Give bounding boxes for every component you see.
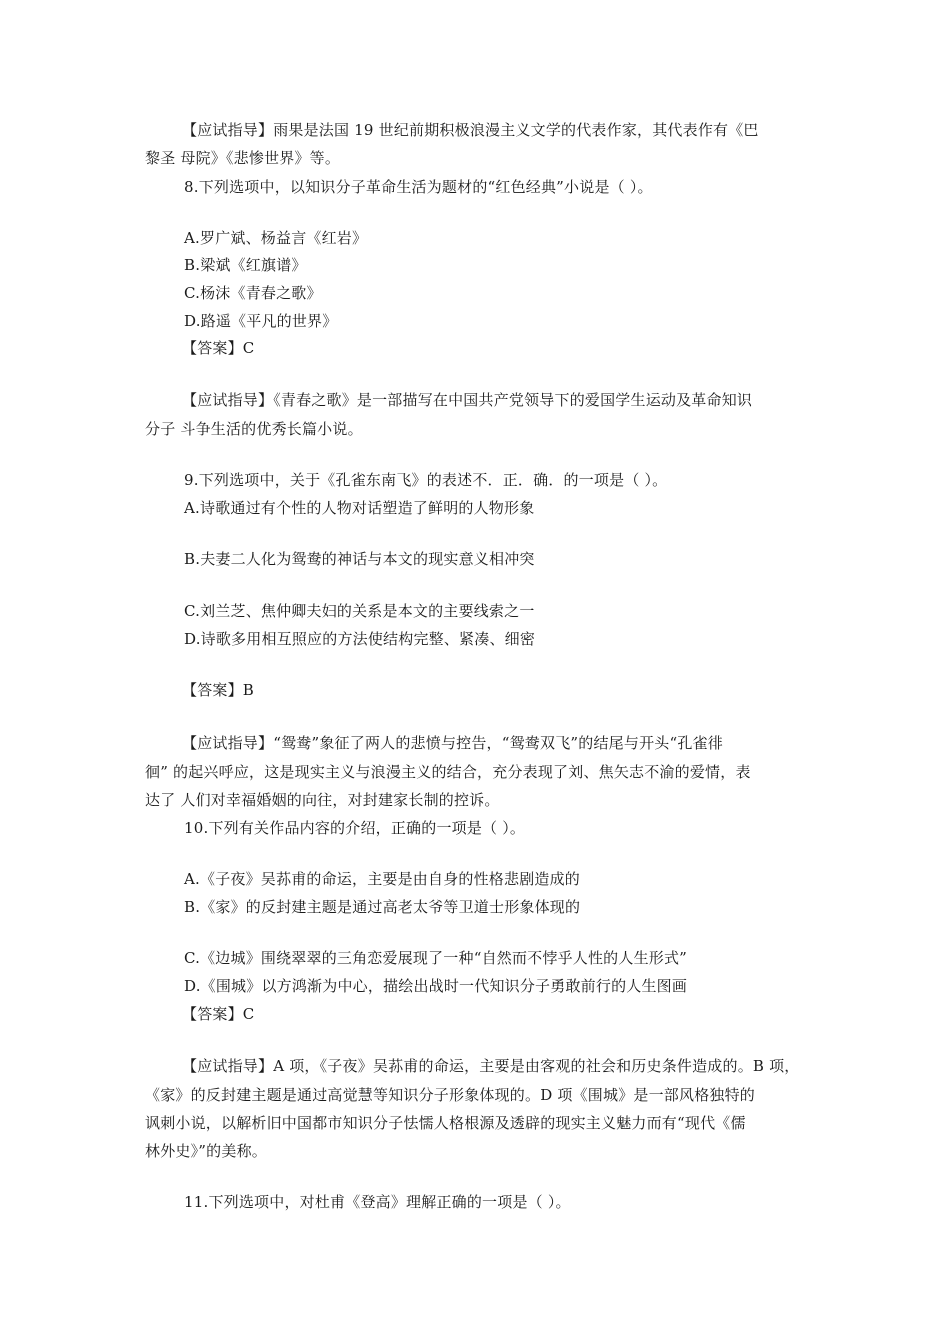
guide7-line-1: 【应试指导】雨果是法国 19 世纪前期积极浪漫主义文学的代表作家，其代表作有《巴 (182, 121, 759, 139)
q9-guide-line-1: 【应试指导】“鸳鸯”象征了两人的悲愤与控告，“鸳鸯双飞”的结尾与开头“孔雀徘 (182, 734, 723, 752)
q10-option-b: B.《家》的反封建主题是通过高老太爷等卫道士形象体现的 (184, 898, 581, 916)
q10-guide-line-3: 讽刺小说，以解析旧中国都市知识分子怯懦人格根源及透辟的现实主义魅力而有“现代《儒 (145, 1114, 746, 1132)
q8-guide-line-1: 【应试指导】《青春之歌》是一部描写在中国共产党领导下的爱国学生运动及革命知识 (182, 391, 753, 409)
q10-guide-line-1: 【应试指导】A 项，《子夜》吴荪甫的命运，主要是由客观的社会和历史条件造成的。B 项， (182, 1057, 800, 1075)
q9-option-d: D.诗歌多用相互照应的方法使结构完整、紧凑、细密 (184, 630, 536, 648)
q10-question: 10.下列有关作品内容的介绍，正确的一项是（ ）。 (184, 819, 526, 837)
q10-option-a: A.《子夜》吴荪甫的命运，主要是由自身的性格悲剧造成的 (184, 870, 581, 888)
q9-option-b: B.夫妻二人化为鸳鸯的神话与本文的现实意义相冲突 (184, 550, 535, 568)
q10-guide-line-4: 林外史》”的美称。 (145, 1142, 267, 1160)
q10-option-d: D.《围城》以方鸿渐为中心，描绘出战时一代知识分子勇敢前行的人生图画 (184, 977, 688, 995)
q8-option-c: C.杨沫《青春之歌》 (184, 284, 322, 302)
q9-guide-line-3: 达了 人们对幸福婚姻的向往，对封建家长制的控诉。 (145, 791, 500, 809)
q8-option-a: A.罗广斌、杨益言《红岩》 (184, 229, 368, 247)
q8-question: 8.下列选项中，以知识分子革命生活为题材的“红色经典”小说是（ ）。 (184, 178, 653, 196)
q8-guide-line-2: 分子 斗争生活的优秀长篇小说。 (145, 420, 363, 438)
q11-question: 11.下列选项中，对杜甫《登高》理解正确的一项是（ ）。 (184, 1193, 571, 1211)
q9-question: 9.下列选项中，关于《孔雀东南飞》的表述不．正．确．的一项是（ ）。 (184, 471, 668, 489)
q10-guide-line-2: 《家》的反封建主题是通过高觉慧等知识分子形象体现的。D 项《围城》是一部风格独特的 (145, 1086, 755, 1104)
q9-option-c: C.刘兰芝、焦仲卿夫妇的关系是本文的主要线索之一 (184, 602, 535, 620)
q8-option-d: D.路遥《平凡的世界》 (184, 312, 338, 330)
q9-guide-line-2: 徊” 的起兴呼应，这是现实主义与浪漫主义的结合，充分表现了刘、焦矢志不渝的爱情，表 (145, 763, 751, 781)
q9-answer: 【答案】B (182, 681, 255, 699)
q9-option-a: A.诗歌通过有个性的人物对话塑造了鲜明的人物形象 (184, 499, 535, 517)
q10-answer: 【答案】C (182, 1005, 255, 1023)
q8-option-b: B.梁斌《红旗谱》 (184, 256, 307, 274)
q8-answer: 【答案】C (182, 339, 255, 357)
guide7-line-2: 黎圣 母院》《悲惨世界》等。 (145, 149, 341, 167)
q10-option-c: C.《边城》围绕翠翠的三角恋爱展现了一种“自然而不悖乎人性的人生形式” (184, 949, 688, 967)
